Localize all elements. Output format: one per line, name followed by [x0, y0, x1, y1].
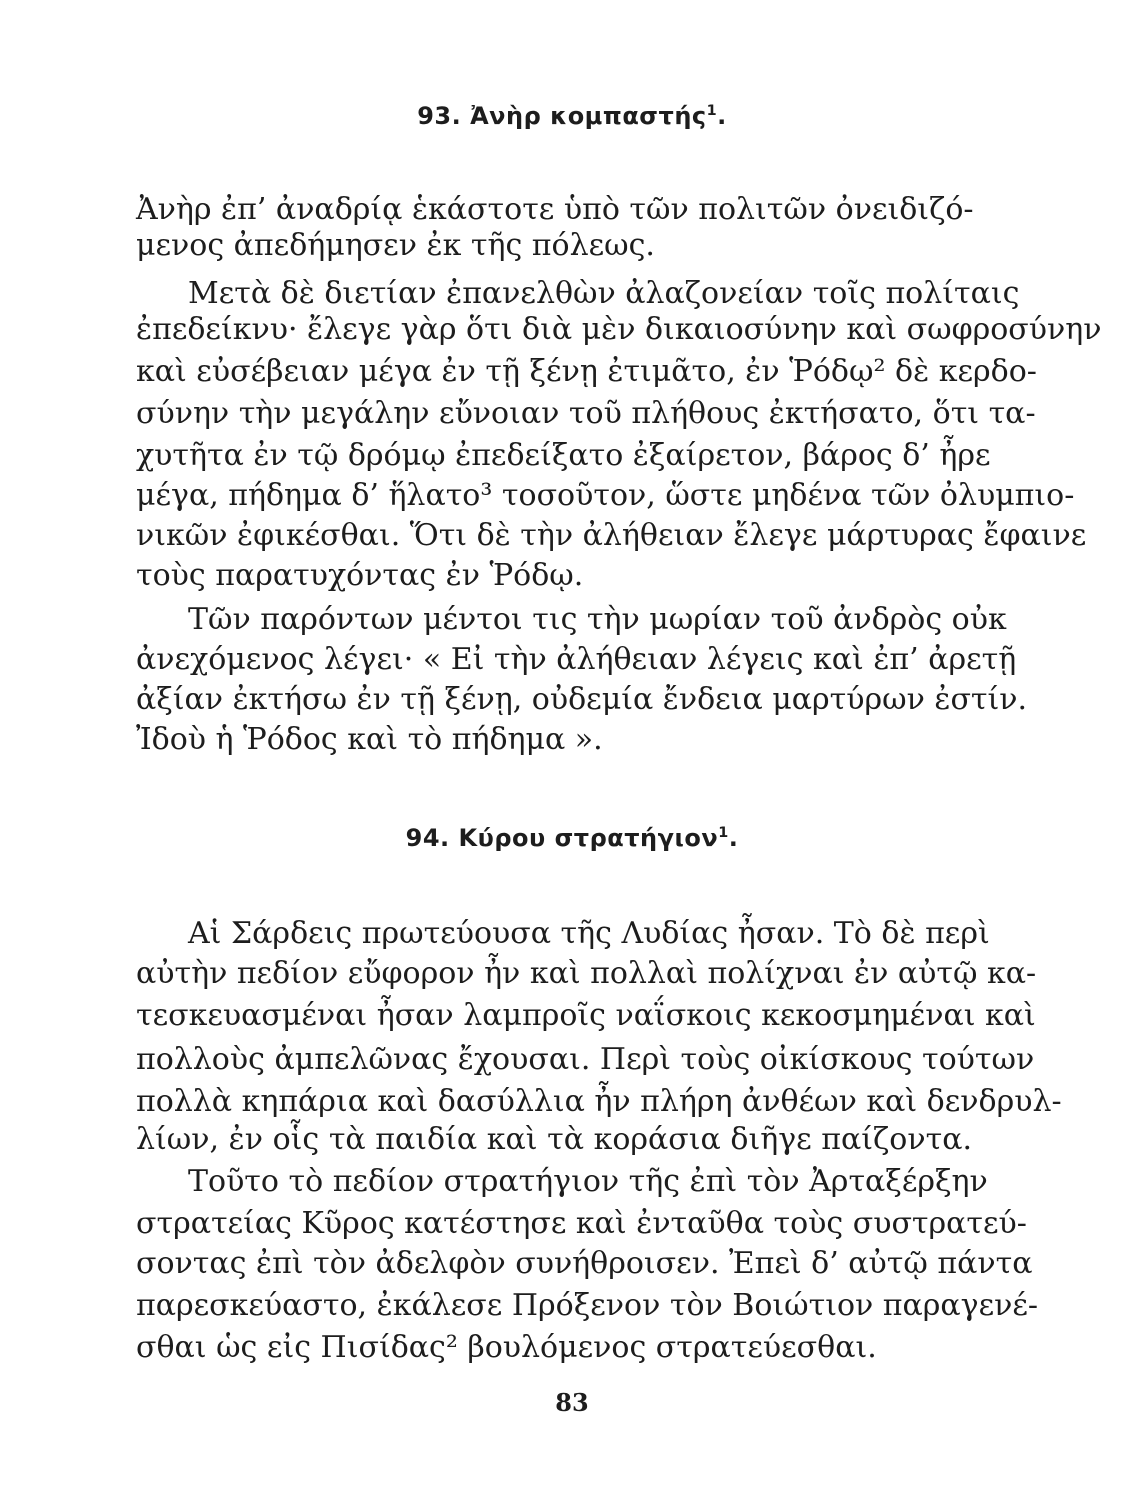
- section-93-line: Ἰδοὺ ἡ Ῥόδος καὶ τὸ πήδημα ».: [136, 722, 603, 757]
- section-93-line: καὶ εὐσέβειαν μέγα ἐν τῇ ξένῃ ἐτιμᾶτο, ἐν Ῥόδῳ² δὲ κερδο-: [136, 354, 1037, 389]
- section-93-line: ἀξίαν ἐκτήσω ἐν τῇ ξένῃ, οὐδεμία ἔνδεια μαρτύρων ἐστίν.: [136, 682, 1028, 717]
- section-93-number: 93.: [417, 102, 462, 130]
- section-93-line: νικῶν ἐφικέσθαι. Ὅτι δὲ τὴν ἀλήθειαν ἔλεγε μάρτυρας ἔφαινε: [136, 518, 1087, 553]
- section-94-number: 94.: [405, 824, 450, 852]
- section-93-line: τοὺς παρατυχόντας ἐν Ῥόδῳ.: [136, 558, 584, 593]
- section-94-footnote-marker: 1: [718, 825, 729, 841]
- section-94-line: πολλὰ κηπάρια καὶ δασύλλια ἦν πλήρη ἀνθέων καὶ δενδρυλ-: [136, 1084, 1062, 1119]
- page-number: 83: [555, 1388, 589, 1417]
- section-94-line: σθαι ὡς εἰς Πισίδας² βουλόμενος στρατεύεσθαι.: [136, 1330, 877, 1365]
- section-93-line: ἐπεδείκνυ· ἔλεγε γὰρ ὅτι διὰ μὲν δικαιοσύνην καὶ σωφροσύνην: [136, 312, 1102, 347]
- section-94-line: αὐτὴν πεδίον εὔφορον ἦν καὶ πολλαὶ πολίχναι ἐν αὐτῷ κα-: [136, 956, 1037, 991]
- section-93-heading: 93. Ἀνὴρ κομπαστής$^1$.: [417, 102, 727, 130]
- section-93-line: σύνην τὴν μεγάλην εὔνοιαν τοῦ πλήθους ἐκτήσατο, ὅτι τα-: [136, 396, 1036, 431]
- section-94-line: σοντας ἐπὶ τὸν ἀδελφὸν συνήθροισεν. Ἐπεὶ δ’ αὐτῷ πάντα: [136, 1246, 1033, 1281]
- section-94-line: λίων, ἐν οἷς τὰ παιδία καὶ τὰ κοράσια διῆγε παίζοντα.: [136, 1122, 972, 1157]
- section-94-line: πολλοὺς ἀμπελῶνας ἔχουσαι. Περὶ τοὺς οἰκίσκους τούτων: [136, 1042, 1035, 1077]
- section-94-line: στρατείας Κῦρος κατέστησε καὶ ἐνταῦθα τοὺς συστρατεύ-: [136, 1206, 1027, 1241]
- section-94-line: Τοῦτο τὸ πεδίον στρατήγιον τῆς ἐπὶ τὸν Ἀρταξέρξην: [188, 1164, 988, 1199]
- section-94-line: Αἱ Σάρδεις πρωτεύουσα τῆς Λυδίας ἦσαν. Τὸ δὲ περὶ: [188, 916, 990, 951]
- section-93-line: ἀνεχόμενος λέγει· « Εἰ τὴν ἀλήθειαν λέγεις καὶ ἐπ’ ἀρετῇ: [136, 642, 1017, 677]
- section-93-title: Ἀνὴρ κομπαστής: [470, 102, 707, 130]
- section-94-heading: 94. Κύρου στρατήγιον$^1$.: [405, 824, 739, 852]
- section-93-line: Ἀνὴρ ἐπ’ ἀναδρίᾳ ἑκάστοτε ὑπὸ τῶν πολιτῶν ὀνειδιζό-: [136, 192, 974, 227]
- section-94-line: τεσκευασμέναι ἦσαν λαμπροῖς ναΐσκοις κεκοσμημέναι καὶ: [136, 998, 1036, 1033]
- section-94-title: Κύρου στρατήγιον: [458, 824, 719, 852]
- section-93-line: Μετὰ δὲ διετίαν ἐπανελθὼν ἀλαζονείαν τοῖς πολίταις: [188, 276, 1020, 311]
- section-93-line: μέγα, πήδημα δ’ ἥλατο³ τοσοῦτον, ὥστε μηδένα τῶν ὀλυμπιο-: [136, 478, 1075, 513]
- section-93-line: Τῶν παρόντων μέντοι τις τὴν μωρίαν τοῦ ἀνδρὸς οὐκ: [188, 602, 1007, 637]
- section-93-footnote-marker: 1: [706, 103, 718, 119]
- section-93-line: χυτῆτα ἐν τῷ δρόμῳ ἐπεδείξατο ἐξαίρετον, βάρος δ’ ἦρε: [136, 438, 991, 473]
- section-93-line: μενος ἀπεδήμησεν ἐκ τῆς πόλεως.: [136, 228, 655, 263]
- section-94-line: παρεσκεύαστο, ἐκάλεσε Πρόξενον τὸν Βοιώτιον παραγενέ-: [136, 1288, 1039, 1323]
